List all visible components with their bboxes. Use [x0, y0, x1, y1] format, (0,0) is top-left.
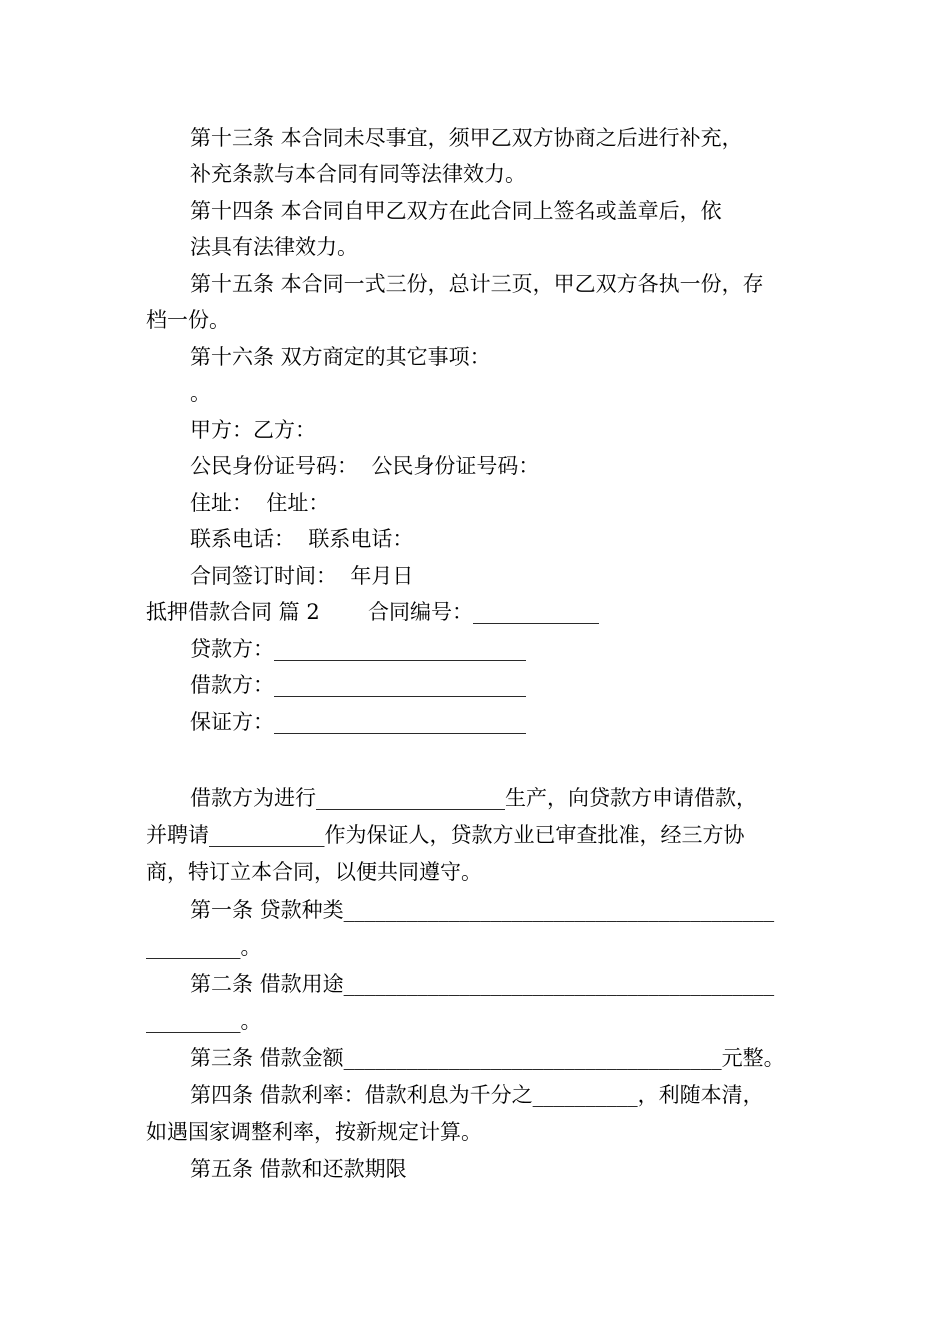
- guarantor-field: 保证方：________________________: [190, 710, 526, 734]
- signing-date-label: 合同签订时间： 年月日: [190, 564, 414, 588]
- party-labels: 甲方：乙方：: [190, 418, 316, 442]
- clause-16-blank: 。: [190, 381, 211, 405]
- article-4-line-2: 如遇国家调整利率，按新规定计算。: [146, 1120, 482, 1144]
- lender-field: 贷款方：________________________: [190, 637, 526, 661]
- article-1-line-2: _________。: [146, 935, 262, 959]
- clause-14-line-2: 法具有法律效力。: [190, 235, 358, 259]
- preamble-line-1: 借款方为进行__________________生产，向贷款方申请借款，: [190, 786, 757, 810]
- clause-13-line-1: 第十三条 本合同未尽事宜，须甲乙双方协商之后进行补充，: [190, 126, 743, 150]
- article-2-line-1: 第二条 借款用途_________________________________________: [190, 972, 775, 996]
- clause-16-line: 第十六条 双方商定的其它事项：: [190, 345, 491, 369]
- article-1-line-1: 第一条 贷款种类_________________________________________: [190, 898, 775, 922]
- preamble-line-2: 并聘请___________作为保证人，贷款方业已审查批准，经三方协: [146, 823, 745, 847]
- contract-number-field: 合同编号：____________: [368, 600, 599, 624]
- borrower-field: 借款方：________________________: [190, 673, 526, 697]
- article-3-line: 第三条 借款金额____________________________________元整。: [190, 1046, 785, 1070]
- section-title: 抵押借款合同 篇 2: [146, 600, 320, 624]
- clause-15-line-2: 档一份。: [146, 308, 230, 332]
- address-labels: 住址： 住址：: [190, 491, 330, 515]
- preamble-line-3: 商，特订立本合同，以便共同遵守。: [146, 860, 482, 884]
- clause-13-line-2: 补充条款与本合同有同等法律效力。: [190, 162, 526, 186]
- article-2-line-2: _________。: [146, 1009, 262, 1033]
- article-5-line: 第五条 借款和还款期限: [190, 1157, 407, 1181]
- phone-labels: 联系电话： 联系电话：: [190, 527, 414, 551]
- clause-14-line-1: 第十四条 本合同自甲乙双方在此合同上签名或盖章后，依: [190, 199, 722, 223]
- clause-15-line-1: 第十五条 本合同一式三份，总计三页，甲乙双方各执一份，存: [190, 272, 764, 296]
- id-number-labels: 公民身份证号码： 公民身份证号码：: [190, 454, 540, 478]
- article-4-line-1: 第四条 借款利率：借款利息为千分之__________，利随本清，: [190, 1083, 764, 1107]
